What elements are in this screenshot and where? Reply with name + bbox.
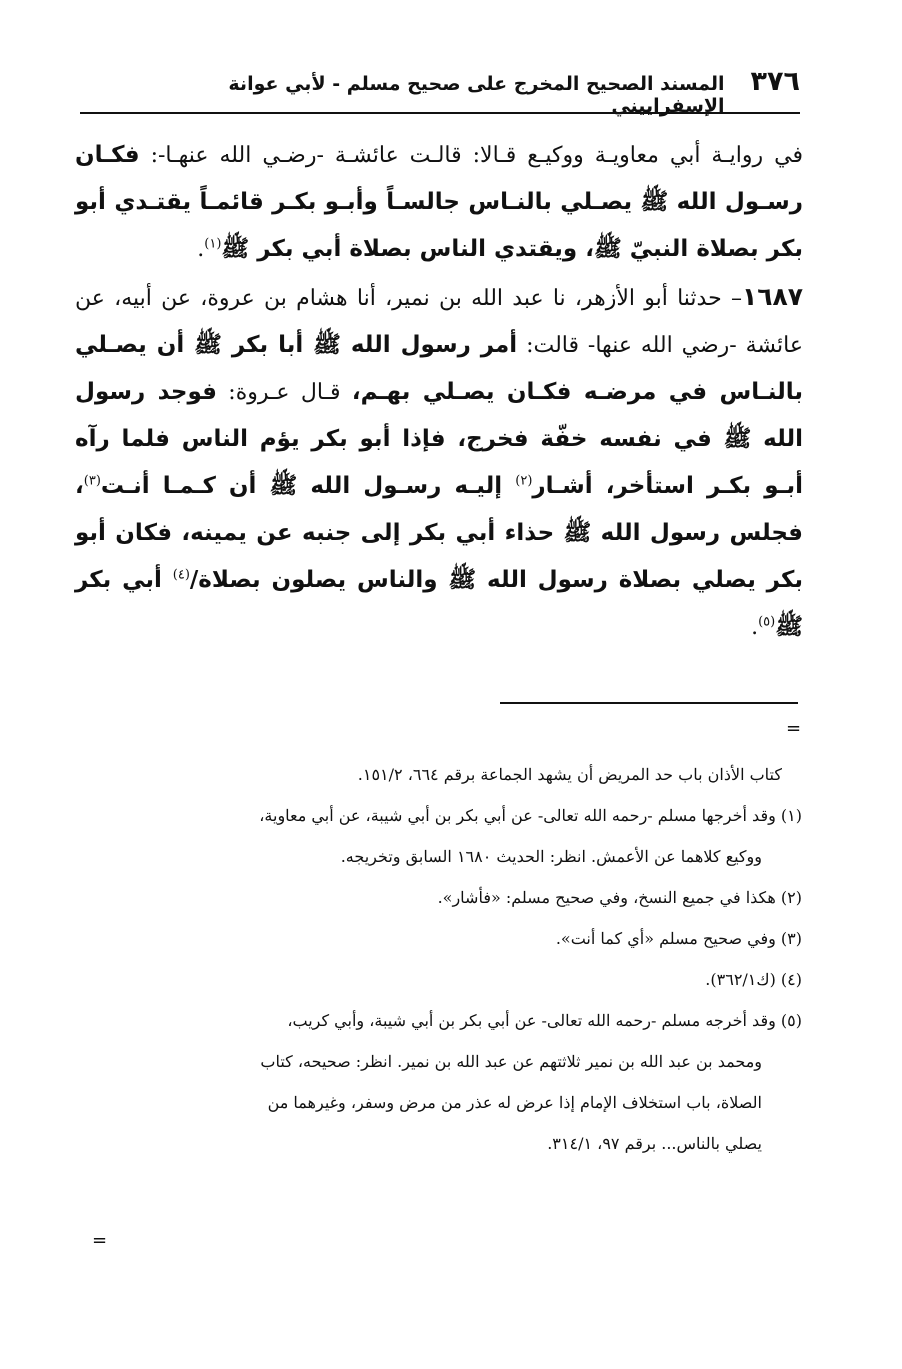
footnote-5-line-4: يصلي بالناس... برقم ٩٧، ٣١٤/١. bbox=[547, 1134, 762, 1153]
hadith-number: ١٦٨٧ bbox=[741, 282, 803, 311]
p1-text: في روايـة أبي معاويـة ووكيـع قـالا: قالـت عائشـة -رضـي الله عنهـا-: bbox=[139, 143, 803, 168]
footnote-1-line-2: ووكيع كلاهما عن الأعمش. انظر: الحديث ١٦٨٠ السابق وتخريجه. bbox=[340, 847, 762, 866]
page-number: ٣٧٦ bbox=[750, 66, 800, 97]
matn-part-1: أمر رسول الله ﷺ أبا بكر ﷺ أن يصـلي بالنـاس في مرضـه فكـان يصـلي بهـم، bbox=[75, 332, 803, 405]
footnote-ref-2: (٢) bbox=[515, 473, 533, 489]
p1-end: . bbox=[197, 237, 205, 262]
footnote-ref-5: (٥) bbox=[758, 614, 776, 630]
paragraph-2 bbox=[75, 273, 803, 651]
paragraph-1 bbox=[75, 132, 803, 273]
running-title: المسند الصحيح المخرج على صحيح مسلم - لأبي عوانة الإسفراييني bbox=[228, 73, 725, 117]
footnote-2: (٢) هكذا في جميع النسخ، وفي صحيح مسلم: «فأشار». bbox=[437, 888, 802, 907]
matn-part-2: فوجد رسول الله ﷺ في نفسه خفّة فخرج، فإذا أبو بكر يؤم الناس فلما رآه أبـو بكـر استأخر، أشـار bbox=[75, 379, 803, 499]
isnad-text: – حدثنا أبو الأزهر، نا عبد الله بن نمير، أنا هشام بن عروة، عن أبيه، عن عائشة -رضي الله عنها- قالت: bbox=[75, 286, 803, 358]
footnote-ref-4: (٤) bbox=[172, 567, 190, 583]
continuation-mark-bottom: = bbox=[92, 1230, 108, 1251]
header-rule bbox=[80, 112, 800, 114]
footnote-separator bbox=[500, 702, 798, 704]
footnote-5-line-3: الصلاة، باب استخلاف الإمام إذا عرض له عذر من مرض وسفر، وغيرهما من bbox=[267, 1093, 762, 1112]
footnote-3: (٣) وفي صحيح مسلم «أي كما أنت». bbox=[555, 929, 802, 948]
narrator-note: قـال عـروة: bbox=[216, 380, 352, 405]
footnote-1-line-1: (١) وقد أخرجها مسلم -رحمه الله تعالى- عن أبي بكر بن أبي شيبة، عن أبي معاوية، bbox=[259, 806, 802, 825]
continuation-mark-top: = bbox=[786, 718, 802, 739]
matn-part-4: ، فجلس رسول الله ﷺ حذاء أبي بكر إلى جنبه عن يمينه، فكان أبو بكر يصلي بصلاة رسول الله ﷺ والناس يصلون بصلاة/ bbox=[75, 473, 803, 593]
footnote-continuation: كتاب الأذان باب حد المريض أن يشهد الجماعة برقم ٦٦٤، ١٥١/٢. bbox=[357, 765, 782, 784]
matn-part-3: إليـه رسـول الله ﷺ أن كـمـا أنـت bbox=[100, 473, 516, 499]
main-text bbox=[75, 132, 803, 651]
p2-end: . bbox=[751, 615, 759, 640]
page-header bbox=[130, 66, 800, 117]
footnotes bbox=[90, 754, 802, 1164]
footnote-ref-1: (١) bbox=[204, 236, 222, 252]
footnote-4: (٤) (ك٣٦٢/١). bbox=[705, 970, 802, 989]
p1-bold-text: فكـان رسـول الله ﷺ يصـلي بالنـاس جالسـاً وأبـو بكـر قائمـاً يقتـدي أبو بكر بصلاة النبيّ ﷺ، ويقتدي الناس بصلاة أبي بكر ﷺ bbox=[75, 142, 803, 262]
matn-part-5: أبي بكر ﷺ bbox=[75, 567, 803, 640]
footnote-5-line-2: ومحمد بن عبد الله بن نمير ثلاثتهم عن عبد الله بن نمير. انظر: صحيحه، كتاب bbox=[260, 1052, 762, 1071]
footnote-ref-3: (٣) bbox=[83, 473, 101, 489]
footnote-5-line-1: (٥) وقد أخرجه مسلم -رحمه الله تعالى- عن أبي بكر بن أبي شيبة، وأبي كريب، bbox=[287, 1011, 802, 1030]
